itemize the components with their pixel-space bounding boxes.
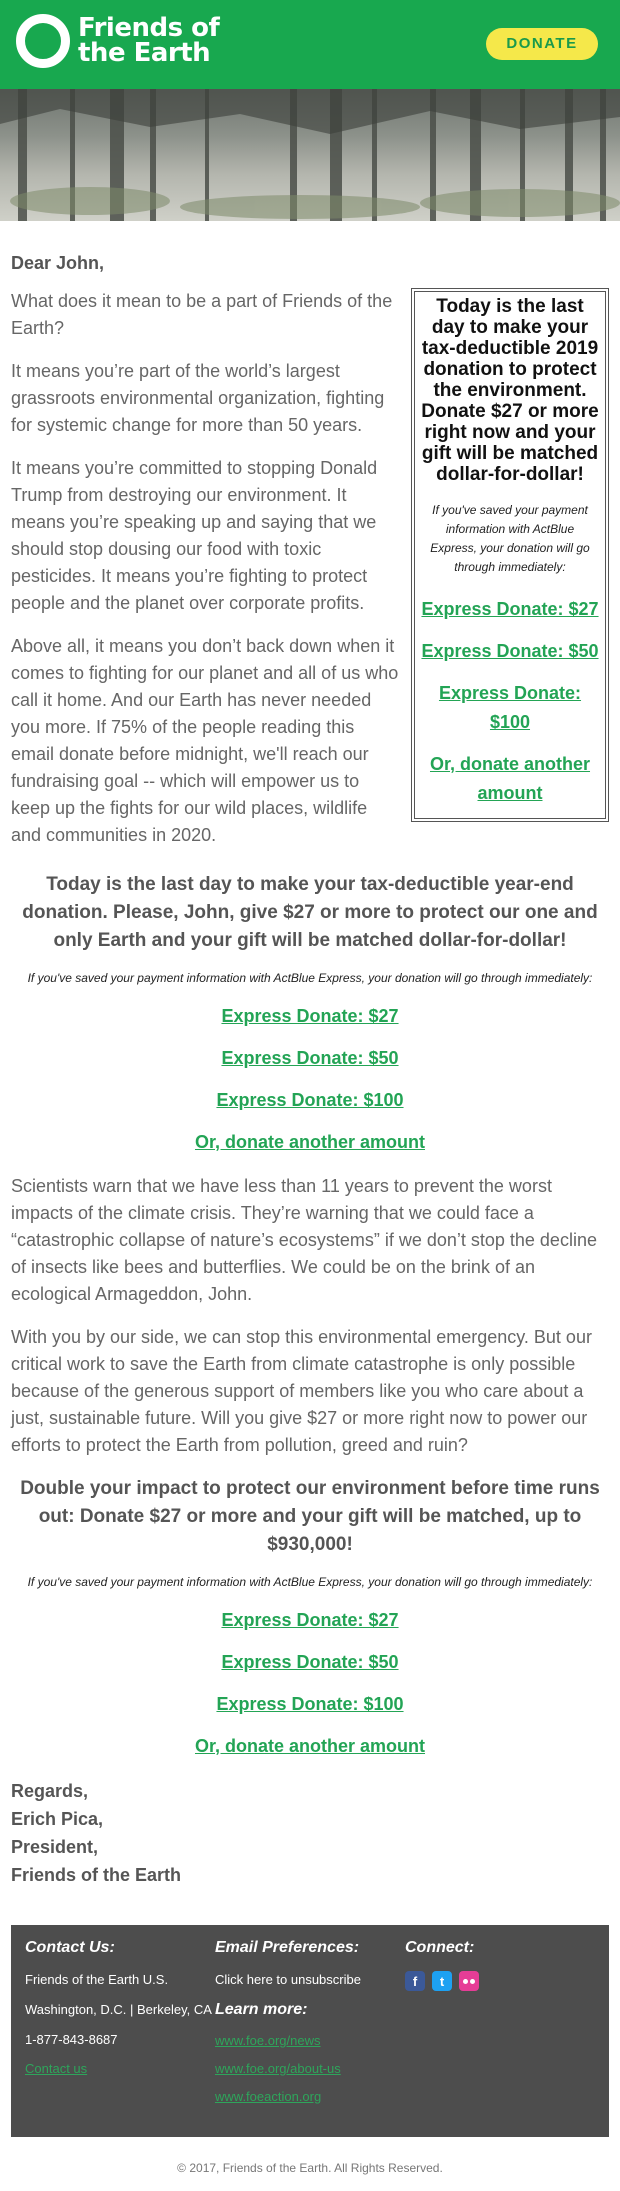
- email-body: [0, 253, 620, 1889]
- footer-connect-column: [405, 1939, 595, 2117]
- footer-action-link[interactable]: www.foeaction.org: [215, 2089, 322, 2104]
- callout-2: Double your impact to protect our environment before time runs out: Donate $27 or more and your gift will be matched, up to $930,000!: [20, 1478, 600, 1555]
- copyright: © 2017, Friends of the Earth. All Rights Reserved.: [177, 2161, 443, 2175]
- donate-50-link[interactable]: Express Donate: $50: [221, 1048, 399, 1068]
- social-icons: [405, 1971, 595, 1991]
- signature-line: Erich Pica,: [11, 1809, 104, 1829]
- signature-line: President,: [11, 1837, 99, 1857]
- donate-other-link[interactable]: Or, donate another amount: [194, 1132, 426, 1152]
- donate-50-link[interactable]: Express Donate: $50: [221, 1652, 399, 1672]
- actblue-note-1: If you've saved your payment information with ActBlue Express, your donation will go through immediately:: [27, 971, 593, 985]
- paragraph-3: It means you’re committed to stopping Donald Trump from destroying our environment. It means you’re speaking up and saying that we should stop dousing our food with toxic pesticides. It means you’re fighting to protect people and the planet over corporate profits.: [11, 458, 378, 613]
- donate-27-link[interactable]: Express Donate: $27: [221, 1610, 399, 1630]
- paragraph-4: Above all, it means you don’t back down when it comes to fighting for our planet and all of us who call it home. And our Earth has never needed you more. If 75% of the people reading this email donate before midnight, we'll reach our fundraising goal -- which will empower us to keep up the fights for our wild places, wildlife and communities in 2020.: [11, 636, 399, 845]
- footer-news-link[interactable]: www.foe.org/news: [215, 2033, 321, 2048]
- footer-prefs-column: [215, 1939, 405, 2117]
- sidebox-donate-27-link[interactable]: Express Donate: $27: [421, 599, 599, 619]
- signature-line: Friends of the Earth: [11, 1865, 182, 1885]
- paragraph-5: Scientists warn that we have less than 11 years to prevent the worst impacts of the climate crisis. They’re warning that we could face a “catastrophic collapse of nature’s ecosystems” if we don’t stop the decline of insects like bees and butterflies. We could be on the brink of an ecological Armageddon, John.: [11, 1176, 597, 1304]
- flickr-icon[interactable]: [459, 1971, 479, 1991]
- donate-other-link[interactable]: Or, donate another amount: [194, 1736, 426, 1756]
- footer-prefs-heading: Email Preferences:: [215, 1939, 360, 1956]
- email-header: [0, 0, 620, 89]
- paragraph-1: What does it mean to be a part of Friends of the Earth?: [11, 291, 393, 338]
- footer-location: Washington, D.C. | Berkeley, CA: [25, 2002, 212, 2017]
- footer-phone: 1-877-843-8687: [25, 2032, 118, 2047]
- logo-text: [78, 13, 220, 68]
- sidebox-donate-100-link[interactable]: Express Donate: $100: [438, 683, 582, 732]
- logo-line-2: the Earth: [78, 38, 211, 68]
- hero-forest-image: [0, 89, 620, 221]
- greeting: Dear John,: [11, 253, 105, 273]
- paragraph-2: It means you’re part of the world’s largest grassroots environmental organization, fighting for systemic change for more than 50 years.: [11, 361, 385, 435]
- signature-line: Regards,: [11, 1781, 89, 1801]
- paragraph-6: With you by our side, we can stop this environmental emergency. But our critical work to save the Earth from climate catastrophe is only possible because of the generous support of members like you who care about a just, sustainable future. Will you give $27 or more right now to power our efforts to protect the Earth from pollution, greed and ruin?: [11, 1327, 592, 1455]
- actblue-note-2: If you've saved your payment information with ActBlue Express, your donation will go through immediately:: [27, 1575, 593, 1589]
- donate-links-2: [11, 1609, 609, 1757]
- logo-line-1: Friends of: [78, 13, 220, 43]
- signature: [11, 1777, 609, 1889]
- donate-100-link[interactable]: Express Donate: $100: [216, 1694, 404, 1714]
- callout-1: Today is the last day to make your tax-deductible year-end donation. Please, John, give $27 or more to protect our one and only Earth and your gift will be matched dollar-for-dollar!: [22, 874, 598, 951]
- sidebox-note: If you've saved your payment information with ActBlue Express, your donation will go through immediately:: [430, 503, 590, 574]
- unsubscribe-link[interactable]: Click here to unsubscribe: [215, 1972, 361, 1987]
- footer-contact-column: [25, 1939, 215, 2117]
- foe-logo[interactable]: [16, 14, 219, 68]
- donate-links-1: [11, 1005, 609, 1153]
- forest-illustration: [0, 89, 620, 221]
- donate-27-link[interactable]: Express Donate: $27: [221, 1006, 399, 1026]
- header-donate-button[interactable]: DONATE: [486, 28, 598, 60]
- sidebox-title: Today is the last day to make your tax-deductible 2019 donation to protect the environment. Donate $27 or more right now and your gift will be matched dollar-for-dollar!: [421, 296, 599, 485]
- email-footer: [11, 1925, 609, 2137]
- footer-contact-heading: Contact Us:: [25, 1939, 115, 1956]
- footer-contact-link[interactable]: Contact us: [25, 2061, 88, 2076]
- donation-sidebox: [411, 288, 609, 822]
- footer-about-link[interactable]: www.foe.org/about-us: [215, 2061, 341, 2076]
- twitter-icon[interactable]: t: [432, 1971, 452, 1991]
- logo-ring-icon: [16, 14, 70, 68]
- footer-org: Friends of the Earth U.S.: [25, 1972, 169, 1987]
- footer-learn-heading: Learn more:: [215, 2001, 308, 2018]
- facebook-icon[interactable]: f: [405, 1971, 425, 1991]
- footer-connect-heading: Connect:: [405, 1939, 475, 1956]
- sidebox-donate-other-link[interactable]: Or, donate another amount: [429, 754, 591, 803]
- sidebox-donate-50-link[interactable]: Express Donate: $50: [421, 641, 599, 661]
- donate-100-link[interactable]: Express Donate: $100: [216, 1090, 404, 1110]
